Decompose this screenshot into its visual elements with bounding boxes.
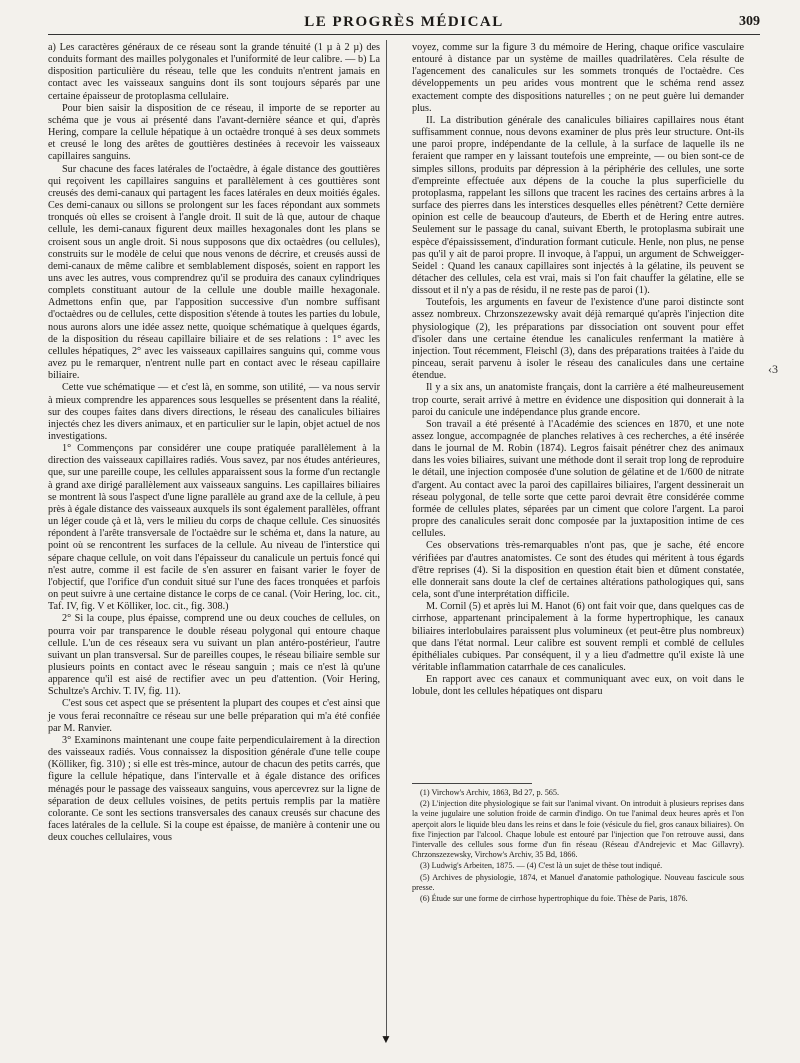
paragraph: 1° Commençons par considérer une coupe pratiquée parallèlement à la direction des vaisseaux capillaires radiés. Vous savez, par nos études antérieures, que, sur une pareille coupe, les cellules apparaissent sous la forme d'un rectangle à grand axe dirigé parallèlement aux vaisseaux sanguins. Les capillaires biliaires se montrent là sous l'aspect d'une ligne parallèle au grand axe de la cellule, à peu près à égale distance des vaisseaux auxquels ils sont également parallèles, offrant un léger coude çà et là, vers le milieu du corps de chaque cellule. Ces sinuosités répondent à l'arête transversale de l'octaèdre sur le schéma et, dans la nature, au point où se rencontrent les surfaces de la cellule. Au niveau de l'interstice qui sépare chaque cellule, on voit dans l'épaisseur du canalicule un pertuis foncé qui n'est autre, comme il est facile de s'en assurer en faisant varier le foyer de l'objectif, que l'orifice d'un conduit situé sur l'une des faces tronquées et parfois on peut suivre à une certaine distance le corps de ce canal. (Voir Hering, loc. cit., Taf. IV, fig. V et Kölliker, loc. cit., fig. 308.) [48, 443, 380, 613]
journal-title: LE PROGRÈS MÉDICAL [304, 14, 504, 30]
paragraph: Cette vue schématique — et c'est là, en somme, son utilité, — va nous servir à mieux comprendre les apparences sous lesquelles se présentent dans la réalité, sur des coupes faites dans divers directions, le réseau des canalicules biliaires injectés chez les divers animaux, et en particulier sur le lapin, objet actuel de nos investigations. [48, 382, 380, 442]
footnote: (6) Étude sur une forme de cirrhose hypertrophique du foie. Thèse de Paris, 1876. [420, 894, 688, 904]
footnote-rule [412, 783, 532, 784]
paragraph: M. Cornil (5) et après lui M. Hanot (6) ont fait voir que, dans quelques cas de cirrhose, appartenant principalement à la forme hypertrophique, les canaux biliaires interlobulaires paraissent plus volumineux (et peut-être plus nombreux) que dans l'état normal. Leur calibre est souvent rempli et comblé de cellules épithéliales cubiques. Par conséquent, il y a lieu d'admettre qu'il existe là une véritable inflammation catarrhale de ces canalicules. [412, 601, 744, 673]
paragraph: 2° Si la coupe, plus épaisse, comprend une ou deux couches de cellules, on pourra voir par transparence le double réseau polygonal qui entoure chaque cellule. L'un de ces réseaux sera vu suivant un plan antéro-postérieur, l'autre suivant un plan transversal. Sur de pareilles coupes, le réseau biliaire semble sur plusieurs points en contact avec le réseau sanguin ; mais ce n'est là qu'une apparence qu'il est aisé de rectifier avec un peu d'attention. (Voir Hering, Schultze's Archiv. T. IV, fig. 11). [48, 613, 380, 698]
column-divider [386, 40, 387, 1040]
footnote: (1) Virchow's Archiv, 1863, Bd 27, p. 565. [420, 788, 560, 797]
footnote: (3) Ludwig's Arbeiten, 1875. — (4) C'est là un sujet de thèse tout indiqué. [420, 861, 663, 871]
footnotes [412, 788, 744, 905]
header-rule [48, 34, 760, 35]
paragraph: voyez, comme sur la figure 3 du mémoire de Hering, chaque orifice vasculaire entouré à distance par un système de mailles quadrilatères. Cela résulte de l'agencement des canalicules sur les sommets tronqués de l'octaèdre. Ces développements un peu arides vous montrent que le schéma rend assez exactement compte des dispositions naturelles ; on ne peut guère lui demander plus. [412, 42, 744, 114]
page-number: 309 [739, 14, 760, 29]
divider-arrow-icon: ▼ [380, 1032, 392, 1046]
paragraph: En rapport avec ces canaux et communiquant avec eux, on voit dans le lobule, dont les cellules hépatiques ont disparu [412, 674, 744, 698]
footnote: (5) Archives de physiologie, 1874, et Manuel d'anatomie pathologique. Nouveau fascicule sous presse. [412, 872, 744, 892]
paragraph: 3° Examinons maintenant une coupe faite perpendiculairement à la direction des vaisseaux radiés. Vous connaissez la disposition générale d'une telle coupe (Kölliker, fig. 310) ; si elle est très-mince, autour de chacun des petits carrés, que figure la cellule hépatique, dans l'intervalle et à égale distance des orifices ménagés pour le passage des vaisseaux sanguins, vous apercevrez sur la ligne de séparation de deux cellules voisines, de petits pertuis remplis par la matière colorante. Ce sont les sections transversales des canaux creusés sur chacune des faces latérales de la cellule. Si la coupe est épaisse, de manière à contenir une ou deux couches cellulaires, vous [48, 734, 380, 844]
paragraph: Ces observations très-remarquables n'ont pas, que je sache, été encore vérifiées par d'autres anatomistes. Ce sont des études qui méritent à tous égards d'être reprises (4). Si la disposition en question était bien et dûment constatée, elle donnerait sans doute la clef de certaines altérations pathologiques qui, sans cela, sont d'une interprétation difficile. [412, 540, 744, 601]
margin-annotation: ‹3 [768, 362, 778, 376]
left-column [48, 42, 380, 1047]
paragraph: Toutefois, les arguments en faveur de l'existence d'une paroi distincte sont assez nombreux. Chrzonszezewsky avait déjà remarqué qu'après l'injection dite physiologique (2), les préparations par dissociation ont souvent pour effet d'isoler dans une certaine étendue les canalicules renfermant la matière à injection. Tout récemment, Fleischl (3), dans des préparations traitées à l'aide du pinceau, serait parvenu à isoler le réseau des canalicules dans une certaine étendue. [412, 297, 744, 382]
paragraph: Pour bien saisir la disposition de ce réseau, il importe de se reporter au schéma que je vous ai présenté dans l'avant-dernière séance et qui, d'après Hering, compare la cellule hépatique à un octaèdre tronqué à ses deux sommets et creusé le long des arêtes de gouttières destinées à recevoir les vaisseaux capillaires sanguins. [48, 102, 380, 163]
footnote: (2) L'injection dite physiologique se fait sur l'animal vivant. On introduit à plusieurs reprises dans la veine jugulaire une solution froide de carmin d'indigo. On tue l'animal deux heures après et l'on aperçoit alors le liquide bleu dans les reins et dans le foie (vésicule du fiel, gros canaux biliaires). On fixe l'injection par l'alcool. Chaque lobule est entouré par l'injection que l'on retrouve aussi, dans l'intervalle des cellules sous forme d'un fin réseau (Réseau d'Andrejevic et Mac Gillavry). Chrzonszezewsky, Virchow's Archiv, 35 Bd, 1866. [412, 799, 744, 860]
paragraph: Son travail a été présenté à l'Académie des sciences en 1870, et une note assez longue, accompagnée de planches relatives à ces recherches, a été insérée dans le journal de M. Robin (1874). Legros faisait pénétrer chez des animaux dans les voies biliaires, suivant une méthode dont il serait trop long de reproduire le détail, une injection composée d'une solution de gélatine et de 1/600 de nitrate d'argent. Au contact avec la paroi des capillaires biliaires, l'argent dessinerait un réseau polygonal, de telle sorte que cette paroi devrait être considérée comme formée de cellules plates, séparées par un ciment que colore l'argent. La paroi propre des canalicules serait donc composée par la juxtaposition intime de ces cellules. [412, 418, 744, 540]
paragraph: C'est sous cet aspect que se présentent la plupart des coupes et c'est ainsi que je vous ferai reconnaître ce réseau sur une belle préparation qui m'a été confiée par M. Ranvier. [48, 698, 380, 734]
paragraph: Sur chacune des faces latérales de l'octaèdre, à égale distance des gouttières qui reçoivent les capillaires sanguins et parallèlement à ces gouttières sont creusés des demi-canaux qui partagent les faces latérales en deux moitiés égales. Ces demi-canaux ou sillons se prolongent sur les faces répondant aux sommets tronqués où elles se croisent à l'angle droit. Il suit de là que, autour de chaque cellule, les demi-canaux figurent deux mailles hexagonales dont les plans se croisent sous un angle droit. Si nous supposons que dix octaèdres (ou cellules), construits sur le modèle de celui que nous venons de décrire, et creusés aussi de demi-canaux de même calibre et semblablement disposés, soient en rapport les uns avec les autres, vous comprendrez qu'il se produira des canaux cylindriques complets constituant autour de la cellule une double maille hexagonale. Admettons enfin que, par l'apposition successive d'un nombre suffisant d'octaèdres ou de cellules, cette disposition s'étende à toutes les parties du lobule, nous aurons alors une idée assez nette, quoique schématique à quelques égards, de la disposition du réseau capillaire biliaire et de ses relations : 1° avec les cellules hépatiques, 2° avec les vaisseaux capillaires sanguins qui, comme vous avez pu le remarquer, n'entrent nulle part en contact avec le réseau capillaire biliaire. [48, 163, 380, 382]
paragraph: II. La distribution générale des canalicules biliaires capillaires nous étant suffisamment connue, nous devons examiner de plus près leur structure. Ont-ils une paroi propre, indépendante de la cellule, à la surface de laquelle ils ne feraient que ramper en y laissant toutefois une empreinte, — ou bien sont-ce de simples sillons, produits par dépression à la périphérie des cellules, une sorte d'empreinte effectuée aux dépens de la couche la plus superficielle du protoplasma, rappelant les sillons que tracent les racines des certains arbres à la surface des pierres dans les interstices desquelles elles pénètrent? Cette dernière opinion est celle de beaucoup d'auteurs, de Eberth et de Hering entre autres. Seulement sur le passage du canal, suivant Eberth, le protoplasma subirait une espèce d'épaississement, d'induration formant cuticule. Henle, non plus, ne pense pas qu'il y ait de paroi propre. Il invoque, à l'appui, un argument de Schweigger-Seidel : Quand les canaux capillaires sont injectés à la gélatine, ils peuvent se détacher des cellules, cela est vrai, mais si l'on fait chauffer la gélatine, elle se dissout et il n'y a pas de résidu, il ne reste pas de paroi (1). [412, 114, 744, 297]
right-column [412, 42, 744, 782]
paragraph: a) Les caractères généraux de ce réseau sont la grande ténuité (1 µ à 2 µ) des conduits formant des mailles polygonales et l'uniformité de leur calibre. — b) La disposition particulière du réseau, telle que les conduits n'entrent jamais en contact avec les vaisseaux sanguins dont ils sont toujours séparés par une certaine épaisseur de protoplasma cellulaire. [48, 42, 380, 102]
paragraph: Il y a six ans, un anatomiste français, dont la carrière a été malheureusement trop courte, serait arrivé à mettre en évidence une disposition qui donnerait à la paroi du canicule une indépendance plus grande encore. [412, 382, 744, 418]
page-header [48, 14, 760, 36]
